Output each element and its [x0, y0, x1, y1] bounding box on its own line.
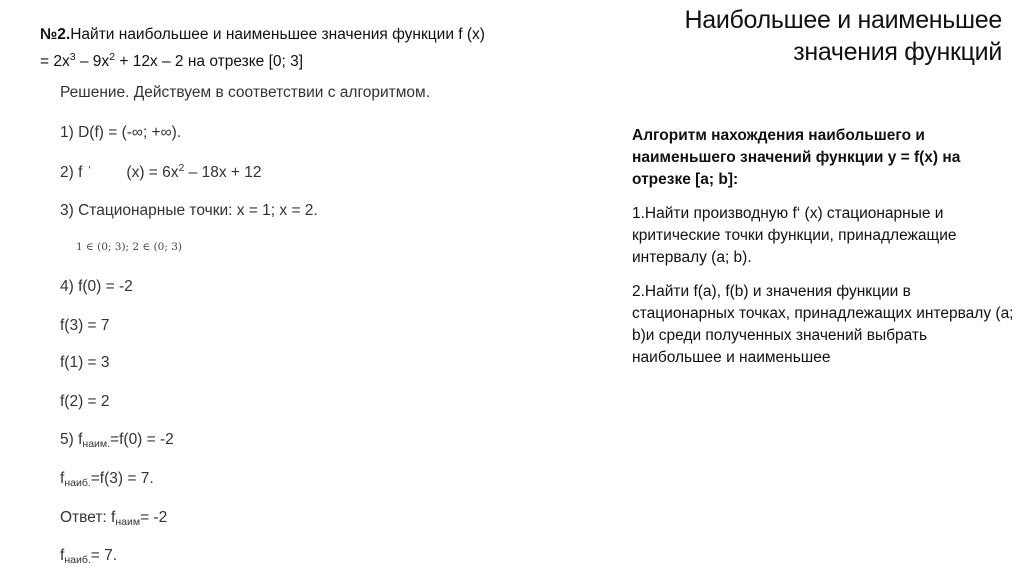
algorithm-heading: Алгоритм нахождения наибольшего и наименьшего значений функции y = f(x) на отрезке [a; b]:	[632, 127, 961, 188]
fmax-value: =f(3) = 7.	[90, 470, 154, 487]
solution-membership: 1 ∈ (0; 3); 2 ∈ (0; 3)	[76, 241, 182, 253]
solution-fmax	[60, 470, 154, 489]
final-label: f	[60, 547, 65, 564]
algorithm-block	[632, 125, 1017, 381]
algorithm-step-1: 1.Найти производную f‘ (x) стационарные и критические точки функции, принадлежащие интервалу (a; b).	[632, 205, 957, 266]
task-statement	[40, 24, 600, 73]
step5-subscript: наим.	[82, 438, 111, 450]
step5-value: =f(0) = -2	[110, 431, 174, 448]
solution-step-5	[60, 431, 174, 450]
title-line-1: Наибольшее и наименьшее	[684, 6, 1002, 34]
solution-f3: f(3) = 7	[60, 317, 110, 334]
solution-f1: f(1) = 3	[60, 354, 110, 371]
task-text: Найти наибольшее и наименьшее значения функции f (x)	[70, 26, 485, 43]
task-fn-part-b: – 9x	[75, 53, 110, 70]
task-number: №2.	[40, 26, 71, 43]
title-line-2: значения функций	[793, 38, 1002, 66]
solution-step-3: 3) Стационарные точки: x = 1; x = 2.	[60, 202, 318, 219]
task-line-2	[40, 46, 600, 73]
step5-label: 5) f	[60, 431, 83, 448]
solution-answer	[60, 509, 167, 528]
answer-subscript: наим	[115, 516, 141, 528]
solution-f2: f(2) = 2	[60, 393, 110, 410]
solution-step-2	[60, 162, 262, 182]
final-value: = 7.	[90, 547, 118, 564]
answer-label: Ответ: f	[60, 509, 116, 526]
task-fn-part-c: + 12x – 2 на отрезке [0; 3]	[115, 53, 304, 70]
solution-step-4: 4) f(0) = -2	[60, 278, 133, 295]
fmax-label: f	[60, 470, 65, 487]
step2-label: 2) f	[60, 164, 83, 181]
step2-exponent: 2	[178, 162, 185, 174]
answer-value: = -2	[140, 509, 168, 526]
task-line-1	[40, 24, 600, 46]
task-exponent-2: 2	[109, 51, 116, 63]
final-subscript: наиб.	[64, 554, 91, 566]
fmax-subscript: наиб.	[64, 477, 91, 489]
algorithm-step-2: 2.Найти f(a), f(b) и значения функции в стационарных точках, принадлежащих интервалу (a; b)и среди полученных значений выбрать наибольшее и наименьшее	[632, 283, 1014, 366]
solution-final	[60, 547, 117, 566]
slide-title	[582, 4, 1002, 68]
step2-derivative-rest: – 18x + 12	[184, 164, 262, 181]
task-fn-part-a: = 2x	[40, 53, 70, 70]
derivative-prime-mark: ʹ	[88, 165, 91, 177]
solution-step-1: 1) D(f) = (-∞; +∞).	[60, 124, 182, 141]
step2-derivative: (x) = 6x	[126, 164, 179, 181]
task-exponent-3: 3	[69, 51, 76, 63]
solution-intro: Решение. Действуем в соответствии с алгоритмом.	[60, 84, 430, 101]
